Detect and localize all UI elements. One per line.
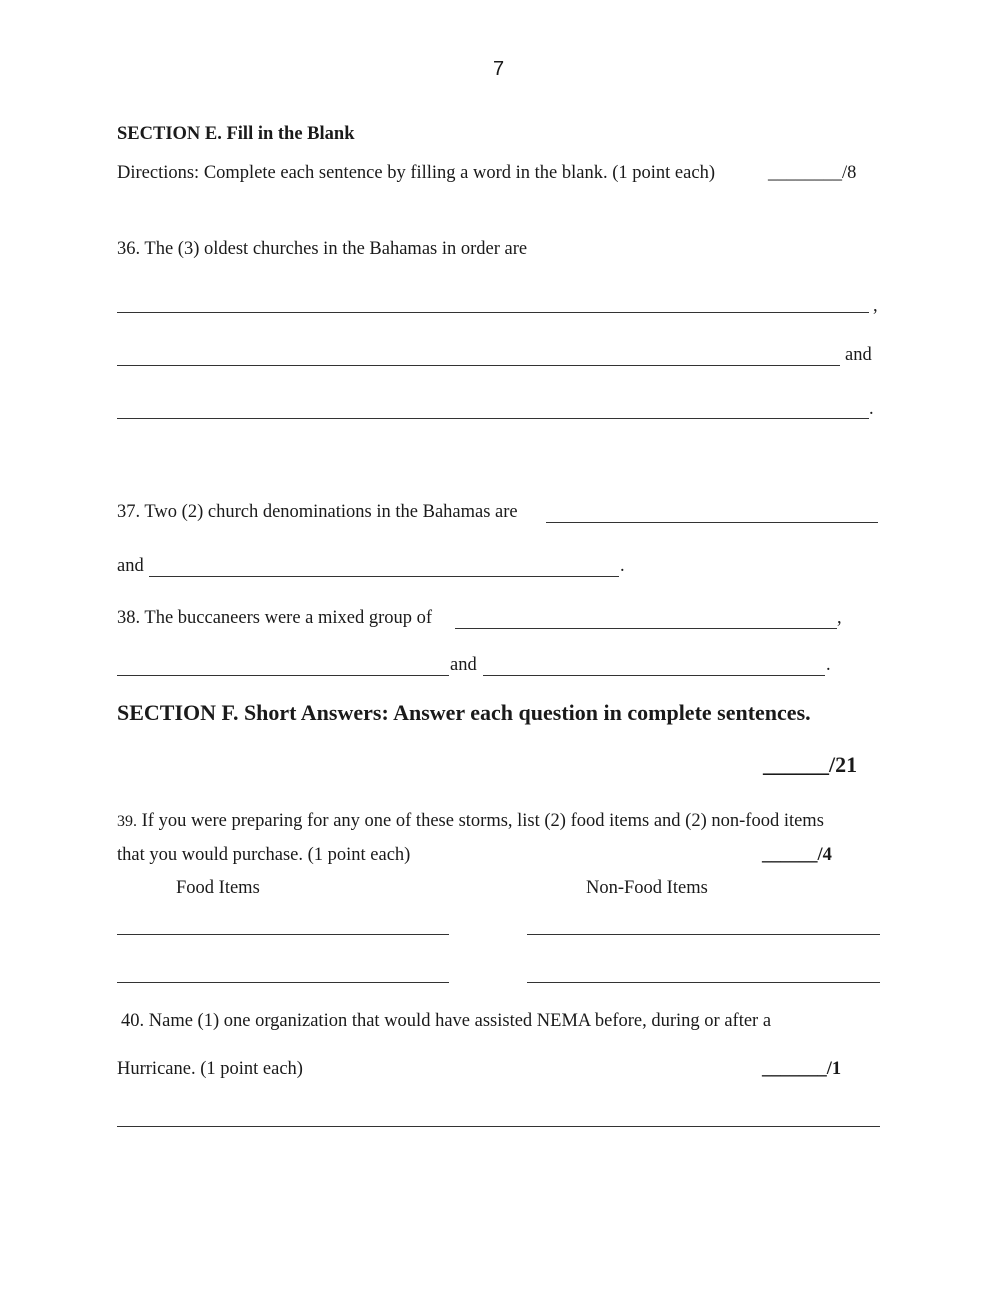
q37-prompt: 37. Two (2) church denominations in the Bahamas are — [117, 502, 518, 522]
q39-food-line-1[interactable] — [117, 934, 449, 935]
q37-answer-line-1[interactable] — [546, 522, 878, 523]
q38-comma: , — [837, 608, 842, 628]
score-total: /1 — [826, 1059, 842, 1079]
score-total: /21 — [829, 752, 858, 777]
q39-nonfood-line-2[interactable] — [527, 982, 880, 983]
q40-score — [762, 1059, 841, 1080]
section-e-title: SECTION E. Fill in the Blank — [117, 124, 355, 144]
q36-separator-period: . — [869, 399, 874, 419]
score-blank: ______ — [763, 752, 829, 777]
q38-answer-line-2[interactable] — [117, 675, 449, 676]
q40-line-1: 40. Name (1) one organization that would have assisted NEMA before, during or after a — [121, 1011, 772, 1031]
q39-text: If you were preparing for any one of these storms, list (2) food items and (2) non-food items — [141, 811, 824, 831]
q36-separator-comma: , — [873, 296, 878, 316]
score-blank: ______ — [762, 845, 818, 865]
section-f-score — [763, 752, 857, 778]
q39-food-items-header: Food Items — [176, 878, 260, 898]
q36-answer-line-3[interactable] — [117, 418, 869, 419]
q39-line-2: that you would purchase. (1 point each) — [117, 845, 411, 865]
q36-prompt: 36. The (3) oldest churches in the Bahamas in order are — [117, 239, 528, 259]
page-number: 7 — [492, 58, 505, 80]
q38-answer-line-3[interactable] — [483, 675, 825, 676]
score-blank: _______ — [762, 1059, 827, 1079]
q39-line-1 — [117, 811, 824, 832]
q37-end: . — [620, 556, 625, 576]
q39-food-line-2[interactable] — [117, 982, 449, 983]
q36-separator-and: and — [845, 345, 872, 365]
section-e-directions: Directions: Complete each sentence by filling a word in the blank. (1 point each) — [117, 163, 715, 183]
q39-nonfood-items-header: Non-Food Items — [586, 878, 708, 898]
q38-end: . — [826, 655, 831, 675]
q37-and: and — [117, 556, 144, 576]
q37-answer-line-2[interactable] — [149, 576, 619, 577]
q36-answer-line-2[interactable] — [117, 365, 840, 366]
score-total: /4 — [817, 845, 832, 865]
section-f-title: SECTION F. Short Answers: Answer each question in complete sentences. — [117, 700, 811, 725]
q38-and: and — [450, 655, 477, 675]
q38-prompt: 38. The buccaneers were a mixed group of — [117, 608, 433, 628]
score-total: /8 — [842, 163, 857, 183]
q36-answer-line-1[interactable] — [117, 312, 869, 313]
q39-nonfood-line-1[interactable] — [527, 934, 880, 935]
q40-answer-line[interactable] — [117, 1126, 880, 1127]
score-blank: ________ — [768, 163, 842, 183]
q39-number: 39. — [117, 813, 137, 830]
q39-score — [762, 845, 832, 866]
q40-line-2: Hurricane. (1 point each) — [117, 1059, 303, 1079]
section-e-score — [768, 163, 856, 184]
q38-answer-line-1[interactable] — [455, 628, 837, 629]
